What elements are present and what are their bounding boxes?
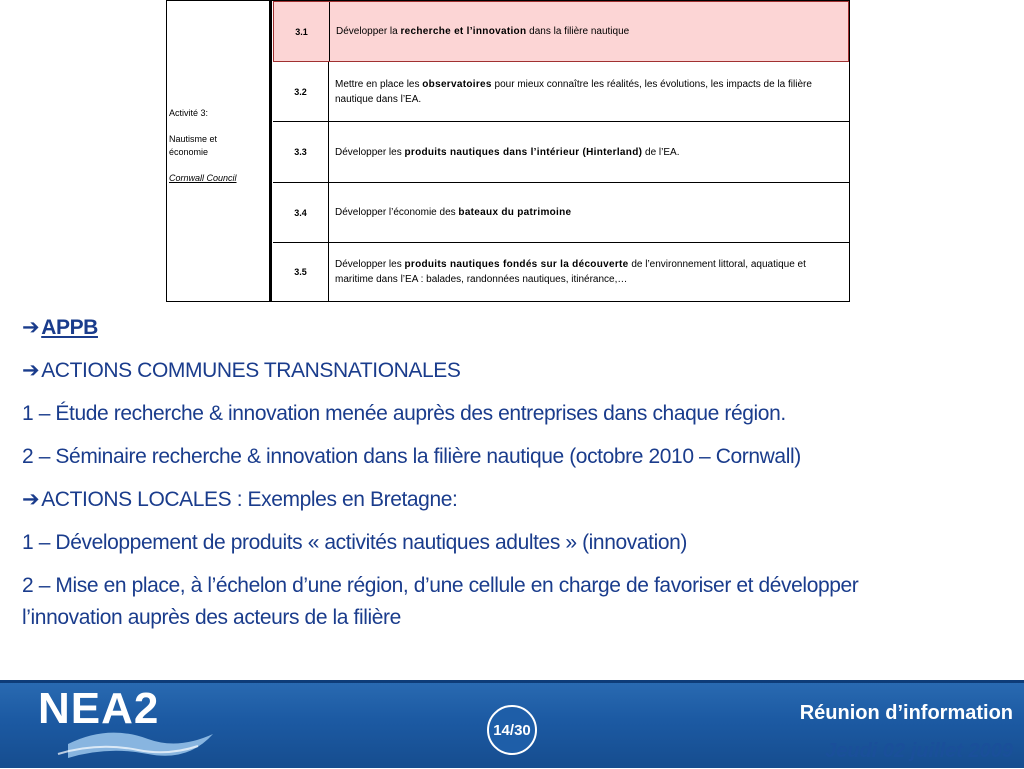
row-description: Développer les produits nautiques fondés sur la découverte de l’environnement littoral, aquatique et maritime dans l’EA : balades, randonnées nautiques, itinérance,… xyxy=(335,259,806,285)
slide-body xyxy=(22,312,1012,634)
activity-cell xyxy=(167,1,272,301)
row-number: 3.1 xyxy=(274,2,330,61)
local-item-1: 1 – Développement de produits « activités nautiques adultes » (innovation) xyxy=(22,531,688,554)
row-description: Développer l’économie des bateaux du patrimoine xyxy=(335,207,572,218)
transnational-item-1: 1 – Étude recherche & innovation menée auprès des entreprises dans chaque région. xyxy=(22,402,786,425)
arrow-icon: ➔ xyxy=(22,316,40,339)
table-row xyxy=(273,183,849,243)
transnational-heading: ➔ACTIONS COMMUNES TRANSNATIONALES xyxy=(22,355,1012,398)
meeting-title: Réunion d’information xyxy=(799,702,1013,724)
activity-organization: Cornwall Council xyxy=(169,173,237,183)
table-row xyxy=(273,62,849,122)
arrow-icon: ➔ xyxy=(22,488,40,511)
activity-label xyxy=(169,107,237,185)
activity-table xyxy=(166,0,850,302)
row-description: Mettre en place les observatoires pour mieux connaître les réalités, les évolutions, les impacts de la filière nautique dans l’EA. xyxy=(335,78,812,105)
activity-subtitle-line1: Nautisme et xyxy=(169,134,218,144)
row-description: Développer les produits nautiques dans l’intérieur (Hinterland) de l’EA. xyxy=(335,146,680,158)
transnational-item-2: 2 – Séminaire recherche & innovation dans la filière nautique (octobre 2010 – Cornwall) xyxy=(22,445,801,468)
table-row xyxy=(273,1,849,62)
nea2-logo xyxy=(38,684,218,764)
local-heading: ➔ACTIONS LOCALES : Exemples en Bretagne: xyxy=(22,484,1012,527)
local-item-2: 2 – Mise en place, à l’échelon d’une région, d’une cellule en charge de favoriser et développer l’innovation auprès des acteurs de la filière xyxy=(22,574,859,629)
arrow-icon: ➔ xyxy=(22,359,40,382)
row-number: 3.2 xyxy=(273,62,329,121)
footer-divider xyxy=(0,680,1024,683)
table-row xyxy=(273,243,849,301)
row-number: 3.5 xyxy=(273,243,329,301)
row-number: 3.3 xyxy=(273,122,329,182)
row-number: 3.4 xyxy=(273,183,329,242)
meeting-date: Jeudi 02 juillet 2009 xyxy=(825,740,1013,762)
appb-link[interactable]: APPB xyxy=(41,316,98,339)
logo-text: NEA2 xyxy=(38,684,160,733)
page-number-badge: 14/30 xyxy=(487,705,537,755)
activity-title: Activité 3: xyxy=(169,108,209,118)
row-description: Développer la recherche et l’innovation dans la filière nautique xyxy=(336,26,630,37)
activity-subtitle-line2: économie xyxy=(169,147,209,157)
table-row xyxy=(273,122,849,183)
appb-line xyxy=(22,312,1012,355)
